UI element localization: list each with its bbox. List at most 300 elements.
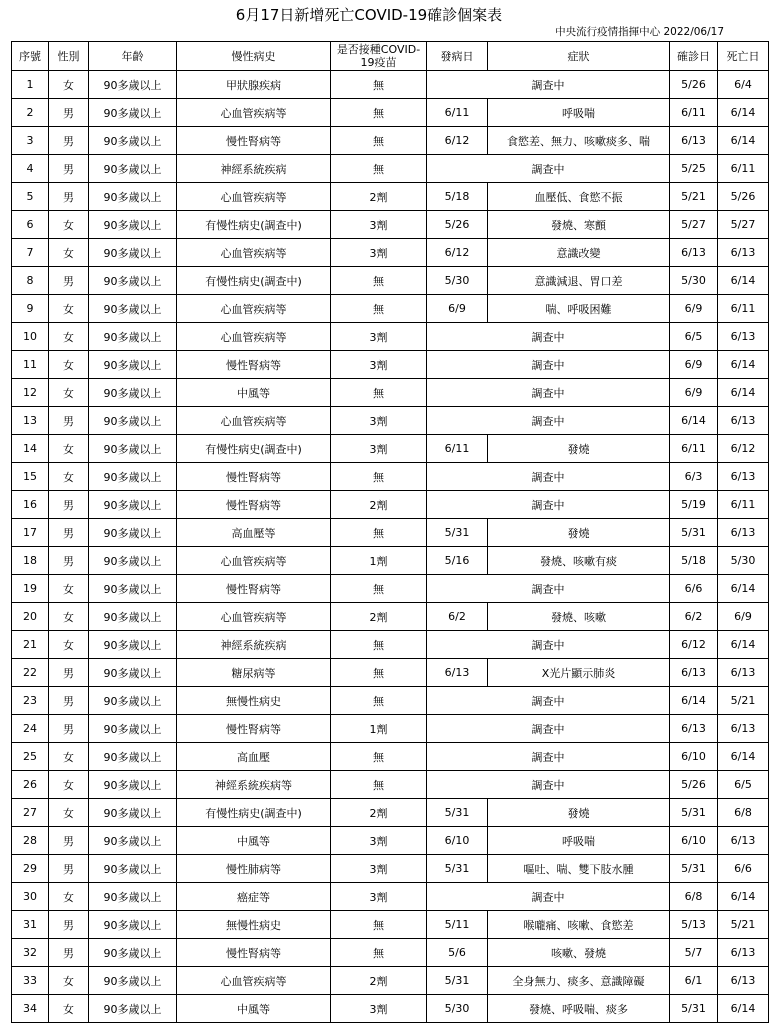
- chronic-history-cell: 心血管疾病等: [177, 603, 331, 631]
- header-chronic-history: 慢性病史: [177, 42, 331, 71]
- confirmed-date-cell: 6/13: [670, 659, 718, 687]
- case-index-cell: 8: [12, 267, 49, 295]
- symptoms-cell: 調查中: [427, 323, 670, 351]
- case-index-cell: 30: [12, 883, 49, 911]
- table-row: [12, 743, 769, 771]
- confirmed-date-cell: 6/2: [670, 603, 718, 631]
- vaccination-cell: 2劑: [331, 491, 427, 519]
- vaccination-cell: 1劑: [331, 715, 427, 743]
- sex-cell: 女: [49, 883, 89, 911]
- sex-cell: 女: [49, 799, 89, 827]
- death-date-cell: 6/12: [718, 435, 769, 463]
- sex-cell: 男: [49, 547, 89, 575]
- vaccination-cell: 無: [331, 659, 427, 687]
- death-date-cell: 6/5: [718, 771, 769, 799]
- age-group-cell: 90多歲以上: [89, 911, 177, 939]
- header-onset-date: 發病日: [427, 42, 488, 71]
- death-date-cell: 5/26: [718, 183, 769, 211]
- age-group-cell: 90多歲以上: [89, 183, 177, 211]
- case-index-cell: 1: [12, 71, 49, 99]
- vaccination-cell: 無: [331, 127, 427, 155]
- vaccination-cell: 無: [331, 379, 427, 407]
- table-row: [12, 603, 769, 631]
- death-date-cell: 6/14: [718, 631, 769, 659]
- symptoms-cell: 調查中: [427, 463, 670, 491]
- death-date-cell: 6/14: [718, 743, 769, 771]
- chronic-history-cell: 無慢性病史: [177, 687, 331, 715]
- death-date-cell: 6/13: [718, 407, 769, 435]
- death-date-cell: 6/14: [718, 267, 769, 295]
- table-row: [12, 379, 769, 407]
- symptoms-cell: 喘、呼吸困難: [488, 295, 670, 323]
- vaccination-cell: 無: [331, 743, 427, 771]
- chronic-history-cell: 慢性腎病等: [177, 127, 331, 155]
- confirmed-date-cell: 6/9: [670, 379, 718, 407]
- confirmed-date-cell: 6/3: [670, 463, 718, 491]
- confirmed-date-cell: 6/11: [670, 99, 718, 127]
- case-index-cell: 19: [12, 575, 49, 603]
- age-group-cell: 90多歲以上: [89, 799, 177, 827]
- symptoms-cell: 呼吸喘: [488, 99, 670, 127]
- symptoms-cell: 調查中: [427, 715, 670, 743]
- symptoms-cell: 調查中: [427, 687, 670, 715]
- death-date-cell: 6/14: [718, 351, 769, 379]
- table-row: [12, 407, 769, 435]
- confirmed-date-cell: 5/7: [670, 939, 718, 967]
- symptoms-cell: 發燒、寒顫: [488, 211, 670, 239]
- age-group-cell: 90多歲以上: [89, 435, 177, 463]
- header-vaccination: 是否接種COVID-19疫苗: [331, 42, 427, 71]
- death-date-cell: 6/6: [718, 855, 769, 883]
- table-row: [12, 435, 769, 463]
- table-row: [12, 995, 769, 1023]
- table-row: [12, 855, 769, 883]
- death-date-cell: 6/13: [718, 827, 769, 855]
- confirmed-date-cell: 6/11: [670, 435, 718, 463]
- symptoms-cell: 調查中: [427, 575, 670, 603]
- case-index-cell: 17: [12, 519, 49, 547]
- chronic-history-cell: 中風等: [177, 379, 331, 407]
- symptoms-cell: 調查中: [427, 351, 670, 379]
- sex-cell: 女: [49, 771, 89, 799]
- confirmed-date-cell: 5/26: [670, 71, 718, 99]
- onset-date-cell: 6/12: [427, 127, 488, 155]
- chronic-history-cell: 心血管疾病等: [177, 295, 331, 323]
- sex-cell: 男: [49, 855, 89, 883]
- onset-date-cell: 6/9: [427, 295, 488, 323]
- age-group-cell: 90多歲以上: [89, 771, 177, 799]
- table-row: [12, 71, 769, 99]
- vaccination-cell: 無: [331, 267, 427, 295]
- death-date-cell: 6/13: [718, 939, 769, 967]
- age-group-cell: 90多歲以上: [89, 855, 177, 883]
- chronic-history-cell: 無慢性病史: [177, 911, 331, 939]
- vaccination-cell: 3劑: [331, 323, 427, 351]
- case-index-cell: 15: [12, 463, 49, 491]
- chronic-history-cell: 癌症等: [177, 883, 331, 911]
- chronic-history-cell: 高血壓等: [177, 519, 331, 547]
- table-row: [12, 883, 769, 911]
- chronic-history-cell: 心血管疾病等: [177, 967, 331, 995]
- death-date-cell: 6/4: [718, 71, 769, 99]
- vaccination-cell: 2劑: [331, 967, 427, 995]
- sex-cell: 男: [49, 155, 89, 183]
- table-row: [12, 575, 769, 603]
- vaccination-cell: 無: [331, 631, 427, 659]
- table-row: [12, 295, 769, 323]
- table-row: [12, 211, 769, 239]
- age-group-cell: 90多歲以上: [89, 743, 177, 771]
- vaccination-cell: 3劑: [331, 351, 427, 379]
- vaccination-cell: 3劑: [331, 883, 427, 911]
- table-row: [12, 939, 769, 967]
- sex-cell: 女: [49, 379, 89, 407]
- sex-cell: 男: [49, 911, 89, 939]
- confirmed-date-cell: 6/9: [670, 351, 718, 379]
- confirmed-date-cell: 6/10: [670, 827, 718, 855]
- confirmed-date-cell: 6/10: [670, 743, 718, 771]
- confirmed-date-cell: 5/31: [670, 799, 718, 827]
- case-index-cell: 10: [12, 323, 49, 351]
- table-row: [12, 519, 769, 547]
- symptoms-cell: 呼吸喘: [488, 827, 670, 855]
- confirmed-date-cell: 5/31: [670, 995, 718, 1023]
- header-confirmed-date: 確診日: [670, 42, 718, 71]
- symptoms-cell: 調查中: [427, 379, 670, 407]
- table-body: [12, 71, 769, 1023]
- sex-cell: 男: [49, 715, 89, 743]
- confirmed-date-cell: 6/13: [670, 127, 718, 155]
- symptoms-cell: 調查中: [427, 407, 670, 435]
- vaccination-cell: 3劑: [331, 995, 427, 1023]
- age-group-cell: 90多歲以上: [89, 883, 177, 911]
- confirmed-date-cell: 5/19: [670, 491, 718, 519]
- death-date-cell: 6/13: [718, 239, 769, 267]
- age-group-cell: 90多歲以上: [89, 827, 177, 855]
- chronic-history-cell: 神經系統疾病等: [177, 771, 331, 799]
- onset-date-cell: 5/16: [427, 547, 488, 575]
- vaccination-cell: 1劑: [331, 547, 427, 575]
- chronic-history-cell: 高血壓: [177, 743, 331, 771]
- vaccination-cell: 無: [331, 575, 427, 603]
- chronic-history-cell: 慢性腎病等: [177, 351, 331, 379]
- age-group-cell: 90多歲以上: [89, 267, 177, 295]
- symptoms-cell: 食慾差、無力、咳嗽痰多、喘: [488, 127, 670, 155]
- vaccination-cell: 2劑: [331, 183, 427, 211]
- table-row: [12, 183, 769, 211]
- case-index-cell: 32: [12, 939, 49, 967]
- vaccination-cell: 3劑: [331, 435, 427, 463]
- chronic-history-cell: 神經系統疾病: [177, 155, 331, 183]
- case-index-cell: 4: [12, 155, 49, 183]
- death-date-cell: 5/27: [718, 211, 769, 239]
- death-date-cell: 6/14: [718, 883, 769, 911]
- table-row: [12, 239, 769, 267]
- confirmed-date-cell: 5/30: [670, 267, 718, 295]
- onset-date-cell: 5/31: [427, 799, 488, 827]
- age-group-cell: 90多歲以上: [89, 575, 177, 603]
- age-group-cell: 90多歲以上: [89, 491, 177, 519]
- symptoms-cell: 發燒、咳嗽: [488, 603, 670, 631]
- onset-date-cell: 5/18: [427, 183, 488, 211]
- chronic-history-cell: 慢性腎病等: [177, 715, 331, 743]
- age-group-cell: 90多歲以上: [89, 211, 177, 239]
- sex-cell: 男: [49, 267, 89, 295]
- header-symptoms: 症狀: [488, 42, 670, 71]
- document-title: 6月17日新增死亡COVID-19確診個案表: [235, 6, 503, 24]
- sex-cell: 男: [49, 127, 89, 155]
- confirmed-date-cell: 6/9: [670, 295, 718, 323]
- symptoms-cell: 發燒: [488, 799, 670, 827]
- sex-cell: 男: [49, 99, 89, 127]
- vaccination-cell: 3劑: [331, 855, 427, 883]
- sex-cell: 男: [49, 827, 89, 855]
- confirmed-date-cell: 5/31: [670, 855, 718, 883]
- age-group-cell: 90多歲以上: [89, 967, 177, 995]
- onset-date-cell: 6/11: [427, 435, 488, 463]
- onset-date-cell: 5/26: [427, 211, 488, 239]
- death-date-cell: 6/11: [718, 491, 769, 519]
- table-row: [12, 323, 769, 351]
- onset-date-cell: 5/31: [427, 519, 488, 547]
- table-row: [12, 155, 769, 183]
- sex-cell: 女: [49, 603, 89, 631]
- onset-date-cell: 5/11: [427, 911, 488, 939]
- sex-cell: 男: [49, 519, 89, 547]
- symptoms-cell: 意識改變: [488, 239, 670, 267]
- table-row: [12, 491, 769, 519]
- symptoms-cell: 意識減退、胃口差: [488, 267, 670, 295]
- table-row: [12, 967, 769, 995]
- sex-cell: 女: [49, 967, 89, 995]
- chronic-history-cell: 心血管疾病等: [177, 323, 331, 351]
- death-date-cell: 6/14: [718, 127, 769, 155]
- case-index-cell: 5: [12, 183, 49, 211]
- confirmed-date-cell: 6/12: [670, 631, 718, 659]
- confirmed-date-cell: 6/6: [670, 575, 718, 603]
- age-group-cell: 90多歲以上: [89, 155, 177, 183]
- death-date-cell: 6/13: [718, 519, 769, 547]
- chronic-history-cell: 中風等: [177, 827, 331, 855]
- case-index-cell: 33: [12, 967, 49, 995]
- case-index-cell: 24: [12, 715, 49, 743]
- chronic-history-cell: 心血管疾病等: [177, 99, 331, 127]
- vaccination-cell: 無: [331, 463, 427, 491]
- case-index-cell: 25: [12, 743, 49, 771]
- case-index-cell: 14: [12, 435, 49, 463]
- confirmed-date-cell: 6/5: [670, 323, 718, 351]
- onset-date-cell: 6/2: [427, 603, 488, 631]
- symptoms-cell: 調查中: [427, 883, 670, 911]
- vaccination-cell: 3劑: [331, 407, 427, 435]
- death-date-cell: 6/11: [718, 155, 769, 183]
- sex-cell: 女: [49, 323, 89, 351]
- onset-date-cell: 6/11: [427, 99, 488, 127]
- sex-cell: 女: [49, 575, 89, 603]
- age-group-cell: 90多歲以上: [89, 239, 177, 267]
- table-row: [12, 631, 769, 659]
- case-index-cell: 16: [12, 491, 49, 519]
- symptoms-cell: 喉嚨痛、咳嗽、食慾差: [488, 911, 670, 939]
- confirmed-date-cell: 5/13: [670, 911, 718, 939]
- age-group-cell: 90多歲以上: [89, 519, 177, 547]
- age-group-cell: 90多歲以上: [89, 715, 177, 743]
- chronic-history-cell: 有慢性病史(調查中): [177, 267, 331, 295]
- chronic-history-cell: 慢性腎病等: [177, 491, 331, 519]
- chronic-history-cell: 有慢性病史(調查中): [177, 211, 331, 239]
- vaccination-cell: 無: [331, 687, 427, 715]
- vaccination-cell: 3劑: [331, 211, 427, 239]
- chronic-history-cell: 心血管疾病等: [177, 239, 331, 267]
- chronic-history-cell: 甲狀腺疾病: [177, 71, 331, 99]
- sex-cell: 女: [49, 995, 89, 1023]
- age-group-cell: 90多歲以上: [89, 351, 177, 379]
- case-index-cell: 34: [12, 995, 49, 1023]
- symptoms-cell: 發燒: [488, 435, 670, 463]
- confirmed-date-cell: 6/13: [670, 715, 718, 743]
- onset-date-cell: 5/30: [427, 267, 488, 295]
- age-group-cell: 90多歲以上: [89, 687, 177, 715]
- death-date-cell: 6/13: [718, 659, 769, 687]
- death-date-cell: 6/13: [718, 715, 769, 743]
- table-row: [12, 547, 769, 575]
- symptoms-cell: 全身無力、痰多、意識障礙: [488, 967, 670, 995]
- case-index-cell: 12: [12, 379, 49, 407]
- death-date-cell: 6/13: [718, 463, 769, 491]
- vaccination-cell: 無: [331, 939, 427, 967]
- death-date-cell: 5/30: [718, 547, 769, 575]
- table-row: [12, 463, 769, 491]
- death-date-cell: 6/14: [718, 99, 769, 127]
- vaccination-cell: 無: [331, 71, 427, 99]
- chronic-history-cell: 中風等: [177, 995, 331, 1023]
- age-group-cell: 90多歲以上: [89, 603, 177, 631]
- header-sex: 性別: [49, 42, 89, 71]
- confirmed-date-cell: 6/8: [670, 883, 718, 911]
- chronic-history-cell: 有慢性病史(調查中): [177, 435, 331, 463]
- sex-cell: 女: [49, 211, 89, 239]
- onset-date-cell: 6/10: [427, 827, 488, 855]
- confirmed-date-cell: 5/25: [670, 155, 718, 183]
- case-index-cell: 11: [12, 351, 49, 379]
- confirmed-date-cell: 5/26: [670, 771, 718, 799]
- death-date-cell: 6/14: [718, 379, 769, 407]
- vaccination-cell: 無: [331, 155, 427, 183]
- death-date-cell: 6/9: [718, 603, 769, 631]
- onset-date-cell: 6/12: [427, 239, 488, 267]
- symptoms-cell: 調查中: [427, 491, 670, 519]
- death-date-cell: 6/14: [718, 575, 769, 603]
- death-date-cell: 5/21: [718, 911, 769, 939]
- case-table: [11, 41, 769, 1023]
- death-date-cell: 5/21: [718, 687, 769, 715]
- confirmed-date-cell: 5/21: [670, 183, 718, 211]
- case-index-cell: 27: [12, 799, 49, 827]
- age-group-cell: 90多歲以上: [89, 379, 177, 407]
- table-header-row: [12, 42, 769, 71]
- case-index-cell: 31: [12, 911, 49, 939]
- case-index-cell: 29: [12, 855, 49, 883]
- chronic-history-cell: 慢性腎病等: [177, 463, 331, 491]
- onset-date-cell: 5/31: [427, 855, 488, 883]
- vaccination-cell: 無: [331, 295, 427, 323]
- symptoms-cell: 發燒、呼吸喘、痰多: [488, 995, 670, 1023]
- confirmed-date-cell: 6/1: [670, 967, 718, 995]
- vaccination-cell: 無: [331, 771, 427, 799]
- chronic-history-cell: 心血管疾病等: [177, 183, 331, 211]
- chronic-history-cell: 慢性腎病等: [177, 939, 331, 967]
- onset-date-cell: 5/30: [427, 995, 488, 1023]
- age-group-cell: 90多歲以上: [89, 323, 177, 351]
- age-group-cell: 90多歲以上: [89, 295, 177, 323]
- case-index-cell: 13: [12, 407, 49, 435]
- table-row: [12, 799, 769, 827]
- vaccination-cell: 無: [331, 99, 427, 127]
- chronic-history-cell: 心血管疾病等: [177, 407, 331, 435]
- symptoms-cell: 調查中: [427, 155, 670, 183]
- vaccination-cell: 2劑: [331, 603, 427, 631]
- symptoms-cell: 調查中: [427, 771, 670, 799]
- symptoms-cell: 發燒: [488, 519, 670, 547]
- vaccination-cell: 2劑: [331, 799, 427, 827]
- death-date-cell: 6/13: [718, 967, 769, 995]
- symptoms-cell: 調查中: [427, 71, 670, 99]
- case-index-cell: 21: [12, 631, 49, 659]
- table-row: [12, 911, 769, 939]
- sex-cell: 女: [49, 351, 89, 379]
- death-date-cell: 6/11: [718, 295, 769, 323]
- sex-cell: 男: [49, 183, 89, 211]
- sex-cell: 男: [49, 491, 89, 519]
- table-row: [12, 659, 769, 687]
- death-date-cell: 6/13: [718, 323, 769, 351]
- sex-cell: 男: [49, 687, 89, 715]
- source-and-date: 中央流行疫情指揮中心 2022/06/17: [555, 26, 724, 38]
- onset-date-cell: 5/31: [427, 967, 488, 995]
- table-row: [12, 351, 769, 379]
- symptoms-cell: X光片顯示肺炎: [488, 659, 670, 687]
- sex-cell: 女: [49, 295, 89, 323]
- case-index-cell: 18: [12, 547, 49, 575]
- confirmed-date-cell: 6/13: [670, 239, 718, 267]
- case-index-cell: 7: [12, 239, 49, 267]
- table-row: [12, 771, 769, 799]
- case-index-cell: 9: [12, 295, 49, 323]
- table-row: [12, 715, 769, 743]
- age-group-cell: 90多歲以上: [89, 995, 177, 1023]
- case-index-cell: 20: [12, 603, 49, 631]
- sex-cell: 男: [49, 659, 89, 687]
- vaccination-cell: 無: [331, 519, 427, 547]
- symptoms-cell: 發燒、咳嗽有痰: [488, 547, 670, 575]
- chronic-history-cell: 慢性腎病等: [177, 575, 331, 603]
- vaccination-cell: 3劑: [331, 239, 427, 267]
- age-group-cell: 90多歲以上: [89, 407, 177, 435]
- age-group-cell: 90多歲以上: [89, 939, 177, 967]
- table-row: [12, 827, 769, 855]
- case-index-cell: 23: [12, 687, 49, 715]
- age-group-cell: 90多歲以上: [89, 659, 177, 687]
- header-death-date: 死亡日: [718, 42, 769, 71]
- confirmed-date-cell: 6/14: [670, 687, 718, 715]
- age-group-cell: 90多歲以上: [89, 71, 177, 99]
- confirmed-date-cell: 5/27: [670, 211, 718, 239]
- case-index-cell: 28: [12, 827, 49, 855]
- age-group-cell: 90多歲以上: [89, 463, 177, 491]
- confirmed-date-cell: 6/14: [670, 407, 718, 435]
- case-index-cell: 6: [12, 211, 49, 239]
- symptoms-cell: 咳嗽、發燒: [488, 939, 670, 967]
